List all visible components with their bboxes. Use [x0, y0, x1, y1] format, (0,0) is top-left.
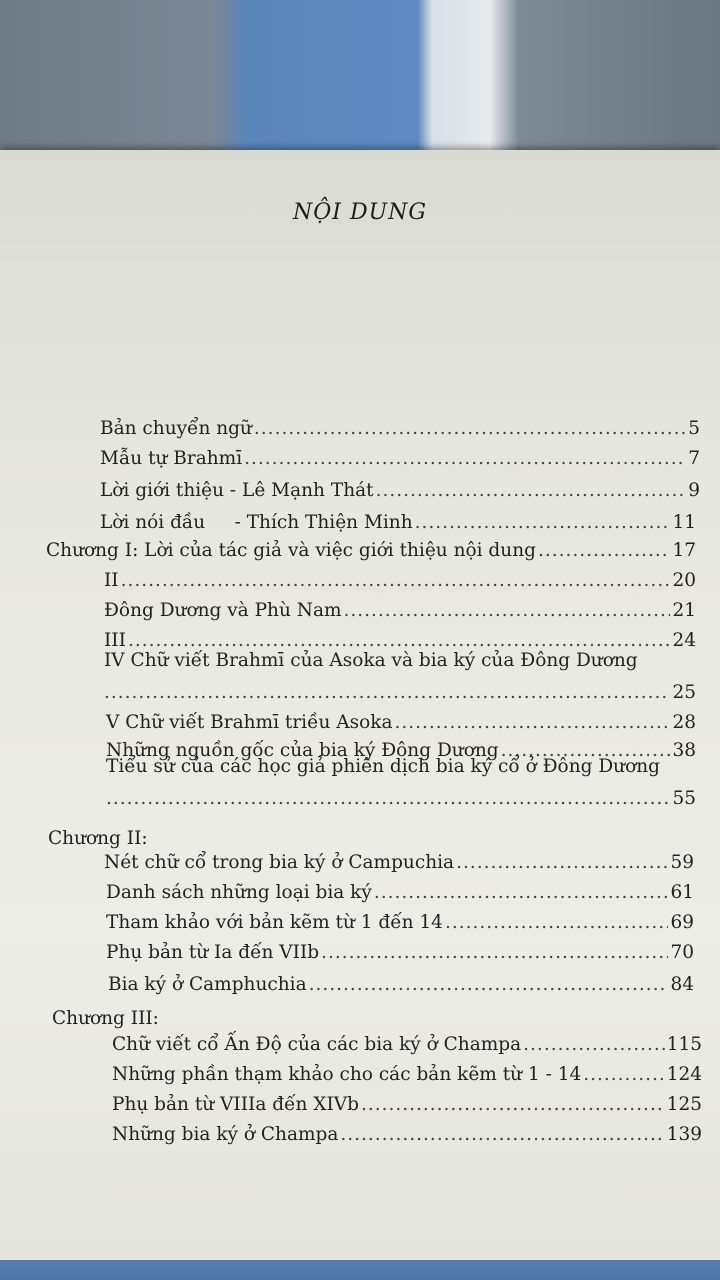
toc-entry-page: 61: [670, 882, 694, 903]
toc-entry-title: V Chữ viết Brahmī triều Asoka: [106, 712, 393, 733]
toc-entry-page: 84: [670, 974, 694, 995]
toc-entry-page: 17: [672, 540, 696, 561]
toc-entry-continuation: [106, 788, 696, 818]
toc-entry-title: Lời nói đầu - Thích Thiện Minh: [100, 512, 413, 533]
dot-leader: [415, 512, 671, 533]
toc-entry-title: Những phần thạm khảo cho các bản kẽm từ 1 - 14: [112, 1064, 582, 1085]
toc-entry-page: 7: [688, 448, 700, 469]
toc-entry-title: Mẫu tự Brahmī: [100, 448, 243, 469]
toc-entry-page: 11: [672, 512, 696, 533]
table-of-contents: [0, 418, 720, 1178]
toc-entry: [112, 1034, 702, 1064]
toc-entry-title: Phụ bản từ VIIIa đến XIVb: [112, 1094, 359, 1115]
dot-leader: [395, 712, 671, 733]
dot-leader: [344, 600, 671, 621]
dot-leader: [538, 540, 671, 561]
dot-leader: [321, 942, 668, 963]
toc-entry-title: Lời giới thiệu - Lê Mạnh Thát: [100, 480, 374, 501]
background-wall: [0, 0, 720, 170]
toc-chapter-heading: Chương II:: [48, 828, 148, 849]
toc-entry-title: Chữ viết cổ Ấn Độ của các bia ký ở Champa: [112, 1034, 522, 1055]
bleed-through-text: [368, 262, 698, 422]
toc-entry-page: 69: [670, 912, 694, 933]
toc-entry-page: 28: [672, 712, 696, 733]
dot-leader: [376, 480, 687, 501]
toc-entry-continuation: [104, 682, 696, 712]
toc-entry-page: 9: [688, 480, 700, 501]
toc-chapter-entry: [46, 540, 696, 570]
toc-entry-title: III: [104, 630, 126, 651]
toc-entry-page: 21: [672, 600, 696, 621]
toc-entry-page: 20: [672, 570, 696, 591]
toc-entry: [104, 600, 696, 630]
dot-leader: [523, 1034, 665, 1055]
dot-leader: [445, 912, 668, 933]
toc-entry-title: Chương I: Lời của tác giả và việc giới thiệu nội dung: [46, 540, 536, 561]
dot-leader: [583, 1064, 664, 1085]
dot-leader: [244, 448, 686, 469]
toc-entry: [104, 570, 696, 600]
dot-leader: [106, 788, 670, 809]
toc-entry-title: Bia ký ở Camphuchia: [108, 974, 307, 995]
toc-entry-title: II: [104, 570, 119, 591]
toc-entry-page: 124: [666, 1064, 702, 1085]
toc-entry: [106, 882, 694, 912]
toc-entry: [108, 974, 694, 1004]
dot-leader: [340, 1124, 664, 1145]
dot-leader: [309, 974, 669, 995]
toc-entry-title: Danh sách những loại bia ký: [106, 882, 372, 903]
toc-entry: [100, 512, 696, 542]
toc-entry-page: 70: [670, 942, 694, 963]
toc-entry-page: 5: [688, 418, 700, 439]
toc-entry-page: 125: [666, 1094, 702, 1115]
dot-leader: [361, 1094, 665, 1115]
toc-entry-page: 115: [666, 1034, 702, 1055]
toc-entry-page: 139: [666, 1124, 702, 1145]
toc-entry-title: Phụ bản từ Ia đến VIIb: [106, 942, 320, 963]
toc-entry: [100, 480, 700, 510]
toc-entry: [106, 942, 694, 972]
dot-leader: [104, 682, 670, 703]
toc-entry-title: Đông Dương và Phù Nam: [104, 600, 342, 621]
toc-entry-page: 55: [672, 788, 696, 809]
page-title: NỘI DUNG: [293, 200, 427, 225]
toc-chapter-heading: Chương III:: [52, 1008, 159, 1029]
toc-entry-page: 38: [672, 740, 696, 761]
toc-entry-title: Bản chuyển ngữ: [100, 418, 252, 439]
toc-entry: [112, 1094, 702, 1124]
toc-entry-page: 59: [670, 852, 694, 873]
toc-entry: [112, 1064, 702, 1094]
toc-entry: [112, 1124, 702, 1154]
toc-entry-page: 25: [672, 682, 696, 703]
toc-entry-title: Tiểu sử của các học giả phiên dịch bia ký cổ ở Đông Dương: [106, 756, 660, 777]
toc-entry-title: IV Chữ viết Brahmī của Asoka và bia ký của Đông Dương: [104, 650, 638, 671]
dot-leader: [254, 418, 686, 439]
toc-entry: [106, 712, 696, 742]
toc-entry: [100, 418, 700, 448]
toc-entry: [104, 852, 694, 882]
dot-leader: [374, 882, 669, 903]
dot-leader: [121, 570, 671, 591]
toc-entry-title: Những bia ký ở Champa: [112, 1124, 339, 1145]
toc-entry: [100, 448, 700, 478]
toc-entry: [106, 912, 694, 942]
toc-entry-page: 24: [672, 630, 696, 651]
toc-entry-title: Nét chữ cổ trong bia ký ở Campuchia: [104, 852, 455, 873]
toc-entry-title: Những nguồn gốc của bia ký Đông Dương: [106, 740, 499, 761]
dot-leader: [456, 852, 668, 873]
toc-entry-title: Tham khảo với bản kẽm từ 1 đến 14: [106, 912, 443, 933]
dot-leader: [128, 630, 671, 651]
